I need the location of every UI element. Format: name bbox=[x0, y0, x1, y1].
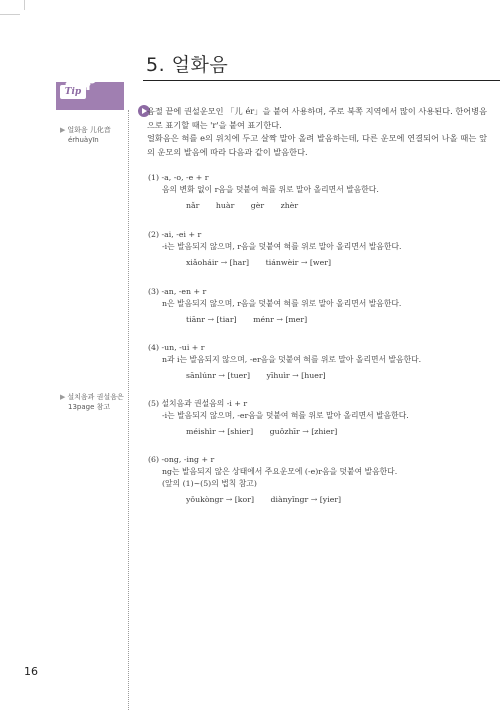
example-word: zhèr bbox=[280, 201, 299, 210]
rule-description-note: (앞의 (1)~(5)의 법칙 참고) bbox=[162, 479, 257, 488]
rule-5 bbox=[148, 398, 488, 438]
rule-heading: (2) -ai, -ei + r bbox=[148, 230, 202, 239]
intro-section bbox=[147, 105, 487, 159]
intro-paragraph: 얼화음은 혀를 e의 위치에 두고 살짝 말아 올려 발음하는데, 다른 운모에 연결되어 나올 때는 앞의 운모의 발음에 따라 다음과 같이 발음한다. bbox=[147, 133, 487, 157]
bullet-arrow-icon: ▶ bbox=[60, 126, 66, 134]
example-word: sānlúnr → [tuer] bbox=[186, 371, 251, 380]
example-word: yīhuìr → [huer] bbox=[266, 371, 326, 380]
example-word: méishìr → [shier] bbox=[186, 427, 254, 436]
example-word: nǎr bbox=[186, 201, 200, 210]
rule-6 bbox=[148, 454, 488, 506]
side-note-text: 13page 참고 bbox=[68, 403, 111, 411]
example-word: guǒzhīr → [zhier] bbox=[269, 427, 338, 436]
rule-examples bbox=[148, 257, 488, 269]
side-note-pinyin: érhuàyīn bbox=[68, 136, 99, 144]
timeline-line bbox=[128, 110, 135, 710]
rule-description: ng는 발음되지 않은 상태에서 주요운모에 (-e)r음을 덧붙여 발음한다. bbox=[162, 467, 398, 476]
crop-mark bbox=[0, 0, 20, 15]
rule-heading: (3) -an, -en + r bbox=[148, 287, 207, 296]
rule-examples bbox=[148, 370, 488, 382]
example-word: huàr bbox=[215, 201, 235, 210]
title-divider bbox=[143, 80, 500, 81]
side-note-erhuayin bbox=[60, 125, 111, 145]
example-word: gèr bbox=[250, 201, 265, 210]
rule-examples bbox=[148, 314, 488, 326]
side-note-text: 설치음과 권설음은 bbox=[67, 393, 124, 401]
rule-1 bbox=[148, 172, 488, 212]
rule-heading: (4) -un, -ui + r bbox=[148, 343, 205, 352]
example-word: ménr → [mer] bbox=[253, 315, 308, 324]
rule-4 bbox=[148, 342, 488, 382]
side-note-reference bbox=[60, 392, 124, 412]
rule-heading: (1) -a, -o, -e + r bbox=[148, 173, 209, 182]
rule-description: n과 i는 발음되지 않으며, -er음을 덧붙여 혀를 위로 말아 올리면서 발음한다. bbox=[162, 355, 422, 364]
chapter-title: 5. 얼화음 bbox=[146, 54, 229, 76]
example-word: xiǎoháir → [har] bbox=[186, 258, 250, 267]
rule-description: 음의 변화 없이 r음을 덧붙여 혀를 위로 말아 올리면서 발음한다. bbox=[162, 185, 379, 194]
rule-description: n은 발음되지 않으며, r음을 덧붙여 혀를 위로 말아 올리면서 발음한다. bbox=[162, 299, 402, 308]
rule-heading: (6) -ong, -ing + r bbox=[148, 455, 215, 464]
rule-2 bbox=[148, 229, 488, 269]
rule-description: -i는 발음되지 않으며, -er음을 덧붙여 혀를 위로 말아 올리면서 발음한다. bbox=[162, 411, 409, 420]
rule-examples bbox=[148, 200, 488, 212]
rule-heading: (5) 설치음과 권설음의 -i + r bbox=[148, 399, 248, 408]
page-number: 16 bbox=[24, 665, 38, 678]
example-word: diànyǐngr → [yier] bbox=[270, 495, 342, 504]
bullet-arrow-icon: ▶ bbox=[60, 393, 66, 401]
intro-paragraph: 음절 끝에 권설운모인 「儿 ér」을 붙여 사용하며, 주로 북쪽 지역에서 많이 사용된다. 한어병음으로 표기할 때는 'r'을 붙여 표기한다. bbox=[147, 106, 487, 130]
rule-examples bbox=[148, 426, 488, 438]
tip-badge: Tip bbox=[60, 85, 86, 99]
rule-examples bbox=[148, 494, 488, 506]
rule-description: -i는 발음되지 않으며, r음을 덧붙여 혀를 위로 말아 올리면서 발음한다. bbox=[162, 242, 402, 251]
example-word: tiānr → [tiar] bbox=[186, 315, 237, 324]
example-word: tiánwèir → [wer] bbox=[265, 258, 331, 267]
rule-3 bbox=[148, 286, 488, 326]
example-word: yǒukòngr → [kor] bbox=[186, 495, 254, 504]
side-note-text: 얼화음 儿化音 bbox=[67, 126, 111, 134]
crop-mark bbox=[24, 0, 25, 10]
